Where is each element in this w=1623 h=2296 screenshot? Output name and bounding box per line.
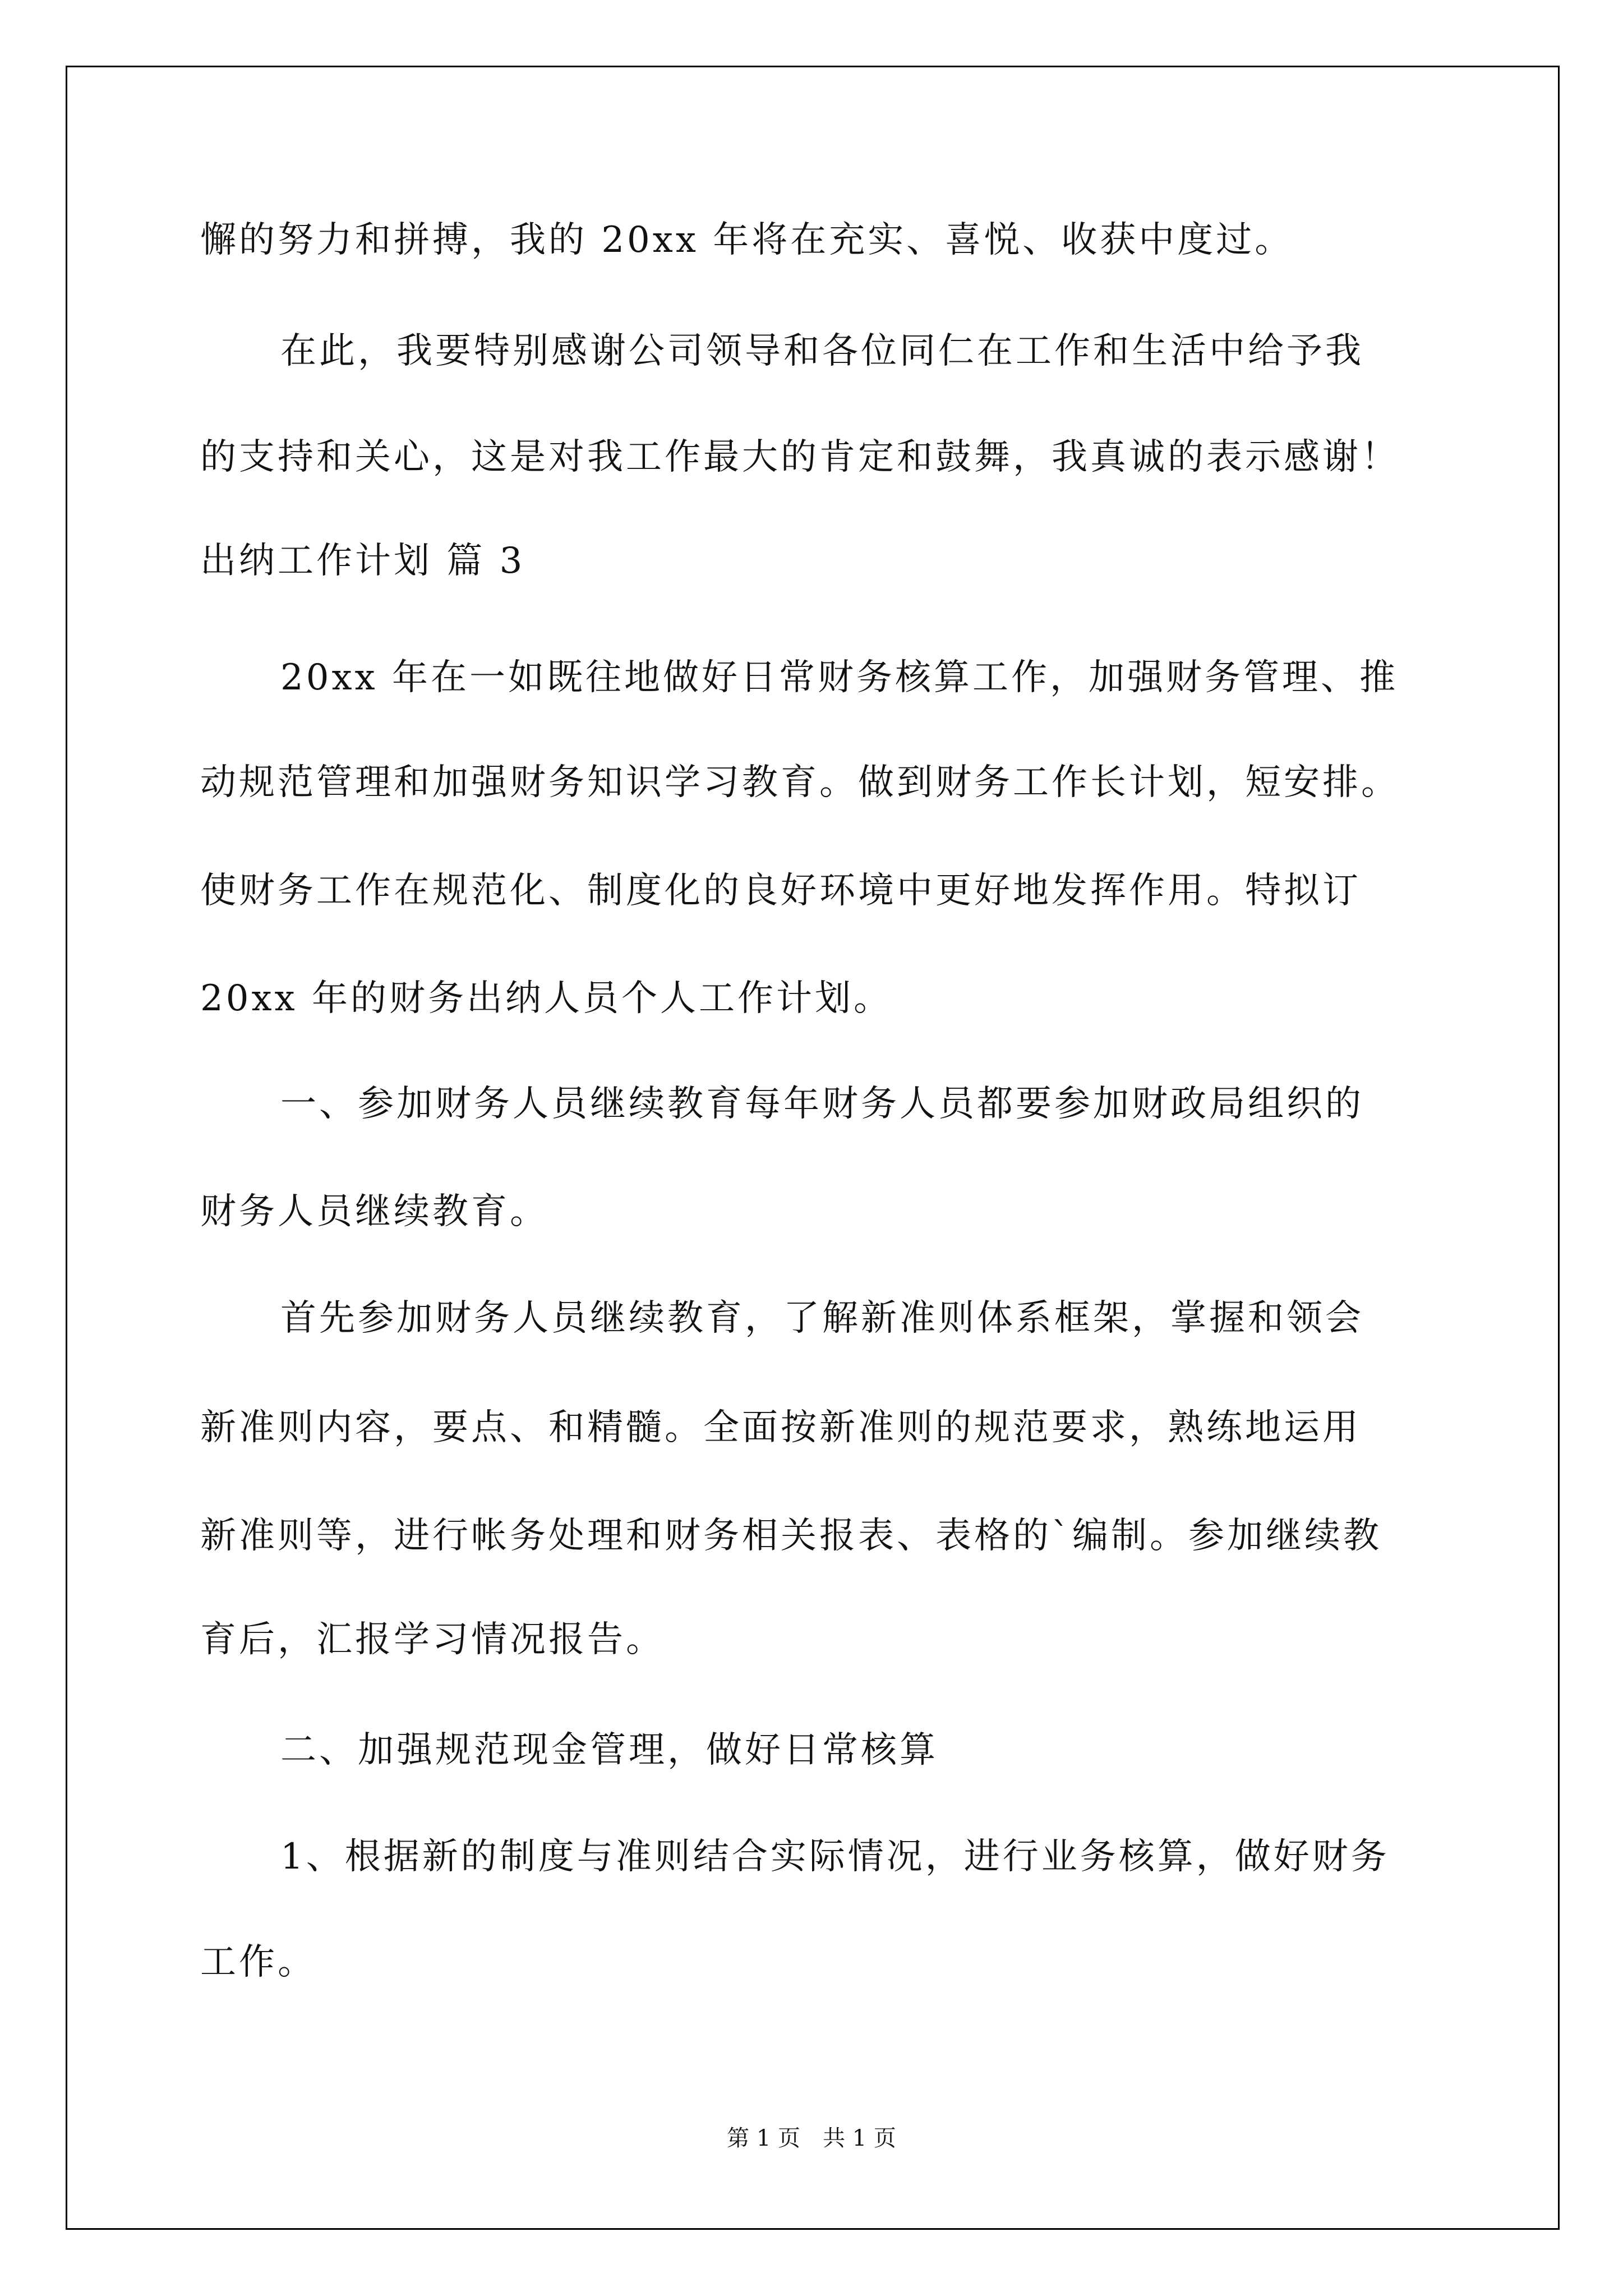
text-line: 二、加强规范现金管理，做好日常核算 — [280, 1729, 938, 1771]
text-line: 20xx 年的财务出纳人员个人工作计划。 — [200, 978, 892, 1019]
text-line: 新准则等，进行帐务处理和财务相关报表、表格的`编制。参加继续教 — [200, 1515, 1382, 1557]
page-number: 第 1 页 共 1 页 — [727, 2125, 896, 2151]
text-line: 育后，汇报学习情况报告。 — [200, 1619, 665, 1660]
section-heading: 出纳工作计划 篇 3 — [200, 540, 525, 582]
text-line: 动规范管理和加强财务知识学习教育。做到财务工作长计划，短安排。 — [200, 762, 1400, 803]
text-line: 一、参加财务人员继续教育每年财务人员都要参加财政局组织的 — [280, 1083, 1364, 1125]
text-line: 20xx 年在一如既往地做好日常财务核算工作，加强财务管理、推 — [280, 657, 1398, 698]
text-line: 在此，我要特别感谢公司领导和各位同仁在工作和生活中给予我 — [280, 330, 1364, 372]
text-line: 使财务工作在规范化、制度化的良好环境中更好地发挥作用。特拟订 — [200, 870, 1361, 912]
page-footer — [0, 2125, 1623, 2152]
text-line: 新准则内容，要点、和精髓。全面按新准则的规范要求，熟练地运用 — [200, 1407, 1361, 1448]
text-line: 工作。 — [200, 1941, 316, 1983]
page-border — [66, 66, 1560, 2230]
text-line: 财务人员继续教育。 — [200, 1191, 548, 1232]
text-line: 懈的努力和拼搏，我的 20xx 年将在充实、喜悦、收获中度过。 — [200, 219, 1294, 261]
text-line: 1、根据新的制度与准则结合实际情况，进行业务核算，做好财务 — [280, 1836, 1390, 1878]
text-line: 的支持和关心，这是对我工作最大的肯定和鼓舞，我真诚的表示感谢！ — [200, 436, 1400, 478]
text-line: 首先参加财务人员继续教育，了解新准则体系框架，掌握和领会 — [280, 1297, 1364, 1339]
